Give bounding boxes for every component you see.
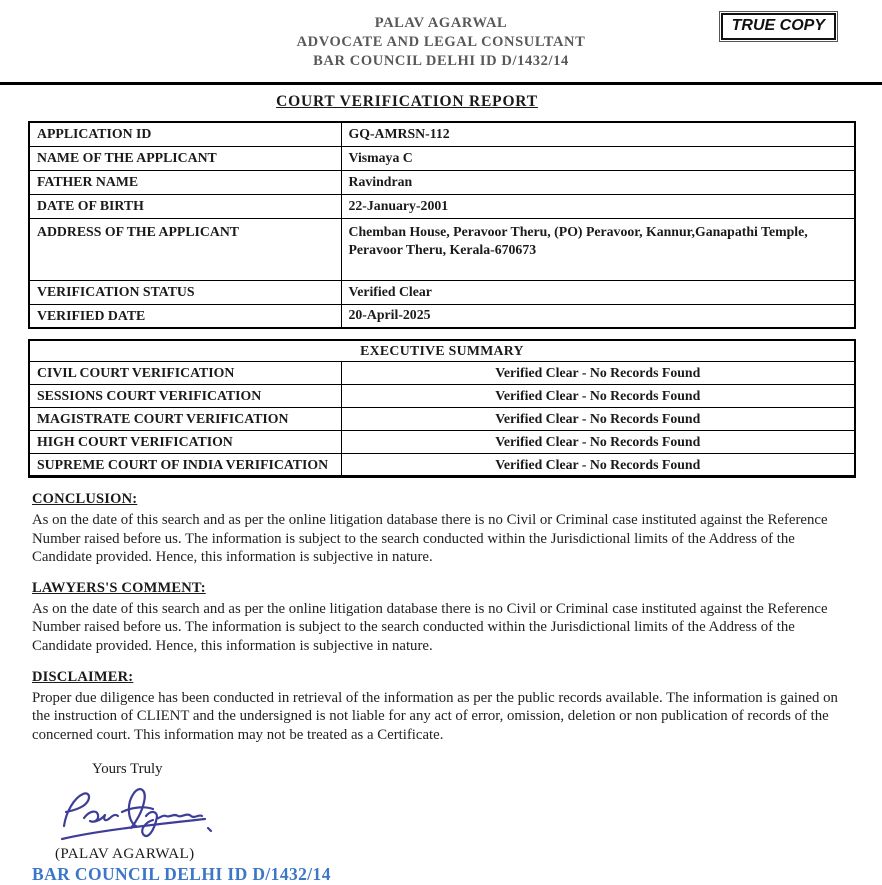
- row-label: HIGH COURT VERIFICATION: [29, 431, 341, 454]
- row-label: SESSIONS COURT VERIFICATION: [29, 385, 341, 408]
- row-label: DATE OF BIRTH: [29, 194, 341, 218]
- table-row: [29, 385, 855, 408]
- row-value: Chemban House, Peravoor Theru, (PO) Peravoor, Kannur,Ganapathi Temple, Peravoor Theru, Kerala-670673: [341, 218, 855, 280]
- conclusion-heading: CONCLUSION:: [32, 491, 138, 507]
- table-row: [29, 362, 855, 385]
- row-label: NAME OF THE APPLICANT: [29, 146, 341, 170]
- true-copy-stamp: TRUE COPY: [721, 13, 836, 40]
- header-divider: [0, 82, 882, 85]
- signature-image: [50, 782, 882, 846]
- table-row: [29, 280, 855, 304]
- disclaimer-text: Proper due diligence has been conducted in retrieval of the information as per the public records available. The information is gained on the instruction of CLIENT and the undersigned is not liable for any act of error, omission, deletion or non publication of records of the concerned court. This information may not be treated as a Certificate.: [32, 689, 838, 743]
- lawyers-comment-heading: LAWYERS'S COMMENT:: [32, 579, 206, 596]
- row-value: GQ-AMRSN-112: [341, 122, 855, 146]
- bar-council-id: BAR COUNCIL DELHI ID D/1432/14: [32, 864, 331, 885]
- disclaimer-section: [32, 669, 852, 745]
- row-value: Verified Clear - No Records Found: [341, 385, 855, 408]
- page-title: COURT VERIFICATION REPORT: [276, 93, 538, 110]
- table-row: [29, 146, 855, 170]
- closing-text: Yours Truly: [92, 761, 163, 778]
- row-label: MAGISTRATE COURT VERIFICATION: [29, 408, 341, 431]
- table-row: [29, 170, 855, 194]
- row-label: CIVIL COURT VERIFICATION: [29, 362, 341, 385]
- letterhead-designation: ADVOCATE AND LEGAL CONSULTANT: [296, 34, 586, 50]
- table-row: [29, 218, 855, 280]
- row-value: Verified Clear - No Records Found: [341, 362, 855, 385]
- row-value: Ravindran: [341, 170, 855, 194]
- row-value: Verified Clear: [341, 280, 855, 304]
- row-label: FATHER NAME: [29, 170, 341, 194]
- lawyers-comment-section: [32, 580, 852, 656]
- table-row: [29, 431, 855, 454]
- row-label: VERIFIED DATE: [29, 304, 341, 328]
- table-row: [29, 454, 855, 477]
- row-value: Verified Clear - No Records Found: [341, 431, 855, 454]
- row-value: 22-January-2001: [341, 194, 855, 218]
- conclusion-section: [32, 491, 852, 567]
- applicant-details-table: [28, 121, 856, 329]
- disclaimer-heading: DISCLAIMER:: [32, 668, 134, 685]
- lawyers-comment-text: As on the date of this search and as per the online litigation database there is no Civil or Criminal case instituted against the Reference Number raised before us. The information is subject to the search conducted within the Jurisdictional limits of the Address of the Candidate provided. Hence, this information is subjective in nature.: [32, 600, 828, 654]
- table-row: [29, 408, 855, 431]
- summary-table-title: EXECUTIVE SUMMARY: [29, 340, 855, 362]
- row-value: Verified Clear - No Records Found: [341, 408, 855, 431]
- row-value: 20-April-2025: [341, 304, 855, 328]
- row-value: Vismaya C: [341, 146, 855, 170]
- table-header-row: [29, 340, 855, 362]
- row-label: SUPREME COURT OF INDIA VERIFICATION: [29, 454, 341, 477]
- table-row: [29, 304, 855, 328]
- row-label: VERIFICATION STATUS: [29, 280, 341, 304]
- letterhead-bar-id: BAR COUNCIL DELHI ID D/1432/14: [313, 53, 569, 69]
- letterhead-name: PALAV AGARWAL: [374, 15, 508, 31]
- table-row: [29, 194, 855, 218]
- conclusion-text: As on the date of this search and as per the online litigation database there is no Civil or Criminal case instituted against the Reference Number raised before us. The information is subject to the search conducted within the Jurisdictional limits of the Address of the Candidate provided. Hence, this information is subjective in nature.: [32, 512, 828, 566]
- row-label: ADDRESS OF THE APPLICANT: [29, 218, 341, 280]
- row-label: APPLICATION ID: [29, 122, 341, 146]
- signatory-name: (PALAV AGARWAL): [55, 846, 195, 863]
- executive-summary-table: [28, 339, 856, 478]
- row-value: Verified Clear - No Records Found: [341, 454, 855, 477]
- table-row: [29, 122, 855, 146]
